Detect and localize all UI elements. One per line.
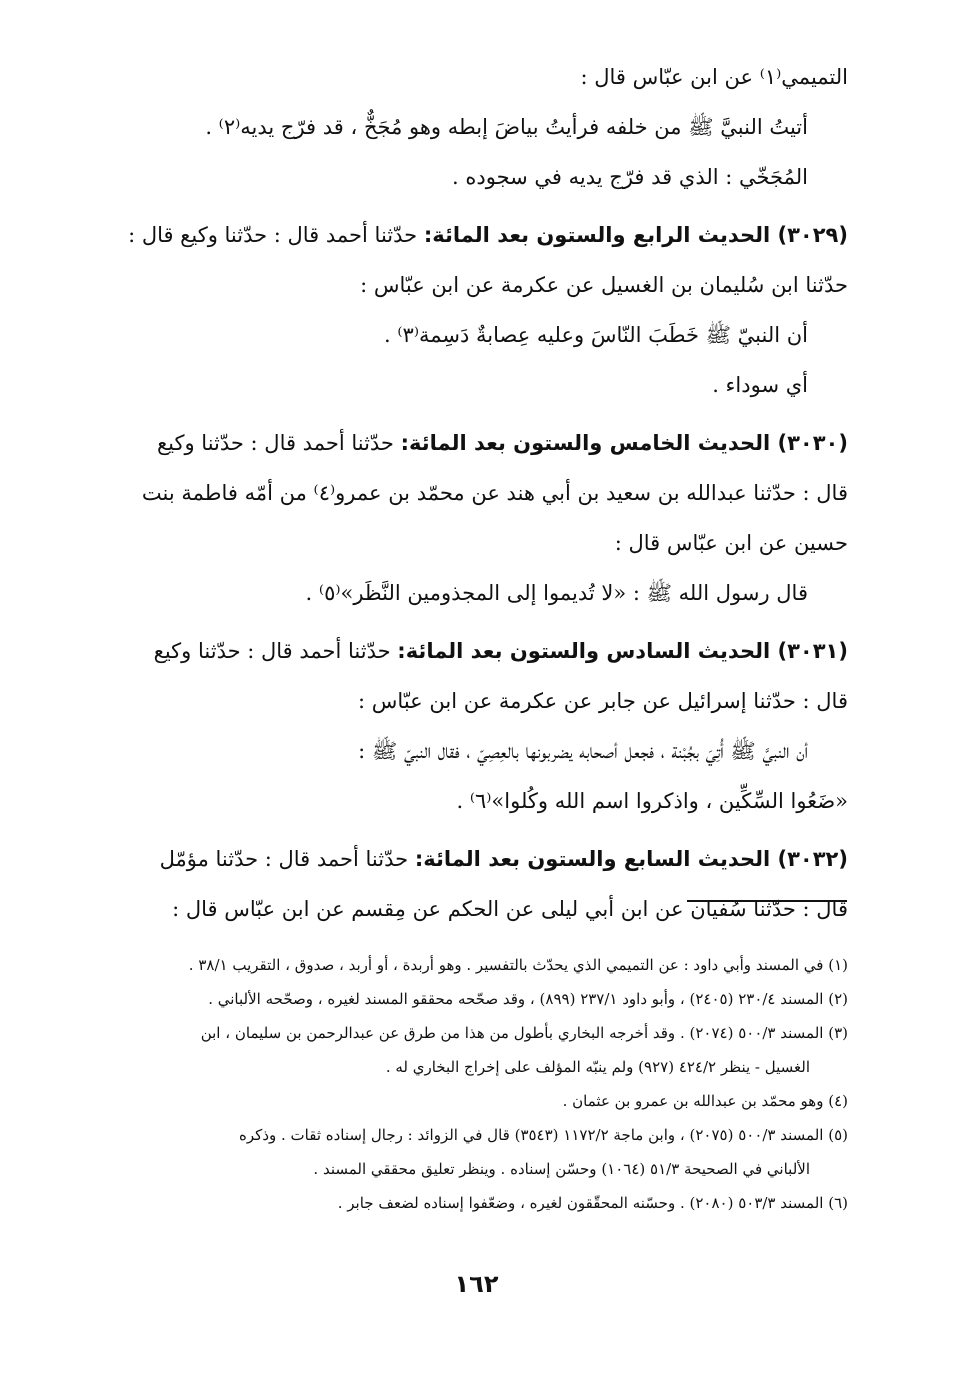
text-line: أي سوداء . <box>712 373 808 397</box>
footnote-continuation: الألباني في الصحيحة ٥١/٣ (١٠٦٤) وحسّن إسناده . وينظر تعليق محققي المسند . <box>313 1160 810 1178</box>
footnote-separator <box>687 900 847 902</box>
text-line: المُجَخّي : الذي قد فرّج يديه في سجوده . <box>452 165 808 189</box>
hadith-heading: (٣٠٢٩) الحديث الرابع والستون بعد المائة: <box>423 223 848 247</box>
text-line: قال : حدّثنا عبدالله بن سعيد بن أبي هند عن محمّد بن عمرو⁽٤⁾ من أمّه فاطمة بنت <box>141 481 848 505</box>
footnote: (٦) المسند ٥٠٣/٣ (٢٠٨٠) . وحسّنه المحقّقون لغيره ، وضعّفوا إسناده لضعف جابر . <box>337 1194 848 1212</box>
text-line: «ضَعُوا السِّكِّين ، واذكروا اسم الله وكُلوا»⁽٦⁾ . <box>456 789 848 813</box>
footnote: (٥) المسند ٥٠٠/٣ (٢٠٧٥) ، وابن ماجة ١١٧٢/٢ (٣٥٤٣) قال في الزوائد : رجال إسناده ثقات . وذكره <box>239 1126 848 1144</box>
footnote-continuation: الغسيل - ينظر ٤٢٤/٢ (٩٢٧) ولم ينبّه المؤلف على إخراج البخاري له . <box>385 1058 810 1076</box>
hadith-heading: (٣٠٣١) الحديث السادس والستون بعد المائة: <box>397 639 848 663</box>
text-line: التميمي⁽١⁾ عن ابن عبّاس قال : <box>580 65 848 89</box>
text-line: حدّثنا ابن سُليمان بن الغسيل عن عكرمة عن ابن عبّاس : <box>360 273 848 297</box>
text-line: أتيتُ النبيَّ ﷺ من خلفه فرأيتُ بياضَ إبطه وهو مُجَخٌّ ، قد فرّج يديه⁽٢⁾ . <box>205 115 808 139</box>
hadith-heading: (٣٠٣٠) الحديث الخامس والستون بعد المائة: <box>400 431 848 455</box>
hadith-heading-line: (٣٠٣٢) الحديث السابع والستون بعد المائة: حدّثنا أحمد قال : حدّثنا مؤمّل <box>159 847 848 871</box>
page-number: ١٦٢ <box>454 1270 499 1298</box>
hadith-heading-line: (٣٠٣١) الحديث السادس والستون بعد المائة: حدّثنا أحمد قال : حدّثنا وكيع <box>153 639 848 663</box>
text-line: حسين عن ابن عبّاس قال : <box>614 531 848 555</box>
footnote: (٣) المسند ٥٠٠/٣ (٢٠٧٤) . وقد أخرجه البخاري بأطول من هذا من طرق عن عبدالرحمن بن سليمان ، ابن <box>200 1024 848 1042</box>
main-text <box>80 52 848 934</box>
footnote: (٢) المسند ٢٣٠/٤ (٢٤٠٥) ، وأبو داود ٢٣٧/١ (٨٩٩) ، وقد صحّحه محققو المسند لغيره ، وصحّحه الألباني . <box>208 990 848 1008</box>
text-line: قال رسول الله ﷺ : «لا تُديموا إلى المجذومين النَّظَر»⁽٥⁾ . <box>305 581 808 605</box>
footnote: (٤) وهو محمّد بن عبدالله بن عمرو بن عثمان . <box>562 1092 848 1110</box>
text-line: قال : حدّثنا سُفيان عن ابن أبي ليلى عن الحكم عن مِقسم عن ابن عبّاس قال : <box>172 897 848 921</box>
hadith-heading-line: (٣٠٣٠) الحديث الخامس والستون بعد المائة: حدّثنا أحمد قال : حدّثنا وكيع <box>156 431 848 455</box>
text-line: أن النبيّ ﷺ خَطَبَ النّاسَ وعليه عِصابةٌ دَسِمة⁽٣⁾ . <box>384 323 808 347</box>
footnotes <box>86 948 848 1220</box>
text-line: أن النبيَّ ﷺ أُتِيَ بجُبْنة ، فجعل أصحابه يضربونها بالعِصِيّ ، فقال النبيّ ﷺ : <box>358 739 808 763</box>
hadith-heading-line: (٣٠٢٩) الحديث الرابع والستون بعد المائة: حدّثنا أحمد قال : حدّثنا وكيع قال : <box>128 223 848 247</box>
text-line: قال : حدّثنا إسرائيل عن جابر عن عكرمة عن ابن عبّاس : <box>358 689 848 713</box>
hadith-heading: (٣٠٣٢) الحديث السابع والستون بعد المائة: <box>414 847 848 871</box>
footnote: (١) في المسند وأبي داود : عن التميمي الذي يحدّث بالتفسير . وهو أربدة ، أو أربد ، صدوق ، التقريب ٣٨/١ . <box>188 956 848 974</box>
